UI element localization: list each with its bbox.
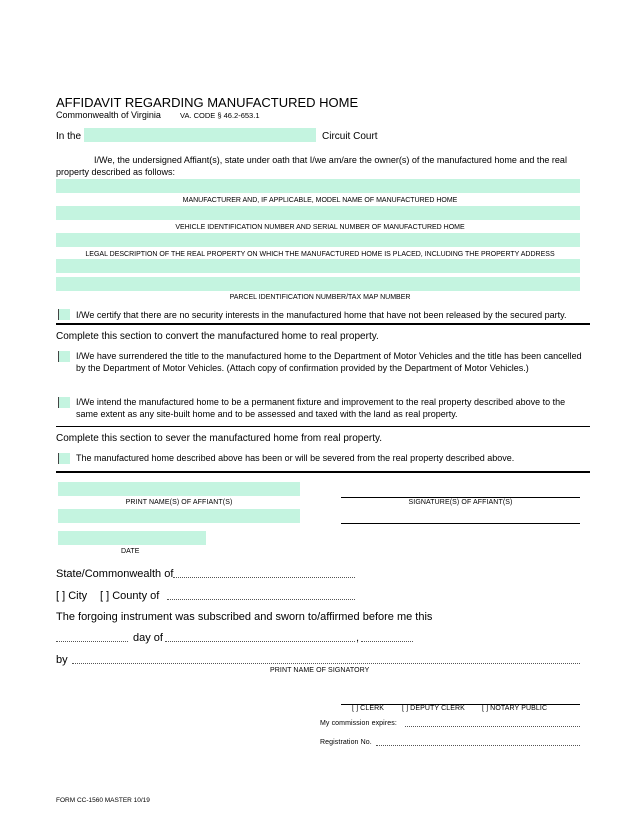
section-divider — [56, 323, 590, 325]
registration-field[interactable] — [376, 745, 580, 746]
legal-description-label: LEGAL DESCRIPTION OF THE REAL PROPERTY ON WHICH THE MANUFACTURED HOME IS PLACED, INCLUDING THE PROPERTY ADDRESS — [85, 251, 555, 258]
form-title: AFFIDAVIT REGARDING MANUFACTURED HOME — [56, 95, 359, 110]
sever-checkbox[interactable] — [58, 453, 70, 464]
vin-label: VEHICLE IDENTIFICATION NUMBER AND SERIAL NUMBER OF MANUFACTURED HOME — [175, 224, 465, 231]
parcel-label: PARCEL IDENTIFICATION NUMBER/TAX MAP NUMBER — [229, 294, 411, 301]
legal-description-field-2[interactable] — [56, 259, 580, 273]
date-comma: , — [356, 632, 360, 644]
month-field[interactable] — [165, 641, 355, 642]
sworn-statement: The forgoing instrument was subscribed and sworn to/affirmed before me this — [56, 611, 433, 623]
permanent-fixture-checkbox[interactable] — [58, 397, 70, 408]
county-option[interactable]: [ ] County of — [100, 590, 160, 602]
city-county-field[interactable] — [167, 599, 355, 600]
title-surrendered-checkbox[interactable] — [58, 351, 70, 362]
code-reference: VA. CODE § 46.2-653.1 — [180, 111, 260, 120]
security-interest-checkbox[interactable] — [58, 309, 70, 320]
court-name-field[interactable] — [84, 128, 316, 142]
affiant-name-field-2[interactable] — [58, 509, 300, 523]
commission-label: My commission expires: — [320, 720, 397, 727]
permanent-fixture-statement: I/We intend the manufactured home to be a permanent fixture and improvement to the real property described above to the same extent as any site-built home and to be assessed and taxed with the land as real property. — [76, 397, 566, 419]
date-field[interactable] — [58, 531, 206, 545]
convert-heading: Complete this section to convert the manufactured home to real property. — [56, 331, 379, 342]
court-prefix: In the — [56, 131, 82, 142]
intro-statement: I/We, the undersigned Affiant(s), state under oath that I/we am/are the owner(s) of the manufactured home and the real property described as follows: — [56, 155, 567, 177]
clerk-option[interactable]: [ ] CLERK — [352, 705, 385, 712]
print-signatory-label: PRINT NAME OF SIGNATORY — [270, 667, 370, 674]
day-of-label: day of — [133, 632, 163, 644]
signatory-field[interactable] — [72, 663, 580, 664]
signature-line-1[interactable] — [341, 497, 580, 498]
city-option[interactable]: [ ] City — [56, 590, 88, 602]
print-names-label: PRINT NAME(S) OF AFFIANT(S) — [125, 499, 233, 506]
date-label: DATE — [121, 548, 140, 555]
state-field[interactable] — [173, 577, 355, 578]
parcel-field[interactable] — [56, 277, 580, 291]
form-id: FORM CC-1560 MASTER 10/19 — [56, 797, 150, 804]
signatures-label: SIGNATURE(S) OF AFFIANT(S) — [408, 499, 513, 506]
manufacturer-label: MANUFACTURER AND, IF APPLICABLE, MODEL NAME OF MANUFACTURED HOME — [182, 197, 458, 204]
title-surrendered-statement: I/We have surrendered the title to the manufactured home to the Department of Motor Vehicles and the title has been cancelled by the Department of Motor Vehicles. (Attach copy of confirmation provided by the Department of Motor Vehicles.) — [76, 351, 582, 373]
day-field[interactable] — [56, 641, 128, 642]
deputy-clerk-option[interactable]: [ ] DEPUTY CLERK — [402, 705, 465, 712]
by-label: by — [56, 654, 68, 666]
vin-field[interactable] — [56, 206, 580, 220]
legal-description-field-1[interactable] — [56, 233, 580, 247]
manufacturer-field[interactable] — [56, 179, 580, 193]
jurisdiction: Commonwealth of Virginia — [56, 110, 161, 120]
court-suffix: Circuit Court — [322, 131, 378, 142]
section-divider — [56, 471, 590, 473]
signature-line-2[interactable] — [341, 523, 580, 524]
year-field[interactable] — [361, 641, 413, 642]
affiant-name-field-1[interactable] — [58, 482, 300, 496]
commission-field[interactable] — [405, 726, 580, 727]
section-divider — [56, 426, 590, 427]
sever-heading: Complete this section to sever the manufactured home from real property. — [56, 433, 383, 444]
sever-statement: The manufactured home described above has been or will be severed from the real property described above. — [76, 453, 515, 463]
notary-public-option[interactable]: [ ] NOTARY PUBLIC — [482, 705, 548, 712]
security-interest-statement: I/We certify that there are no security interests in the manufactured home that have not been released by the secured party. — [76, 310, 567, 320]
registration-label: Registration No. — [320, 739, 372, 746]
state-label: State/Commonwealth of — [56, 568, 174, 580]
